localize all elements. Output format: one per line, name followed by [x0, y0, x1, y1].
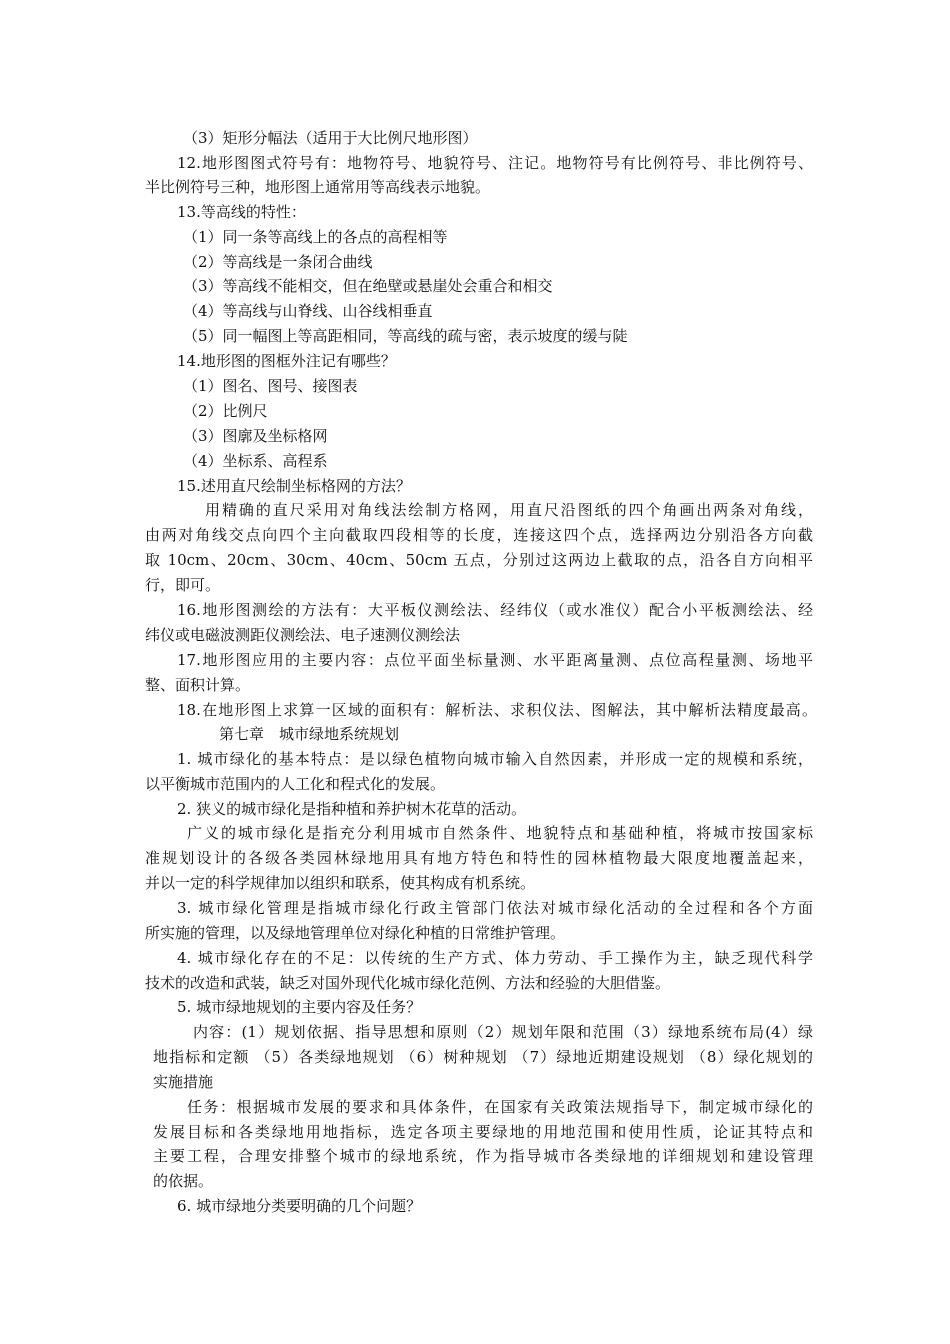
text-line: （2）等高线是一条闭合曲线: [183, 253, 373, 271]
text-line: （3）矩形分幅法（适用于大比例尺地形图）: [183, 129, 478, 147]
text-line: 3. 城市绿化管理是指城市绿化行政主管部门依法对城市绿化活动的全过程和各个方面: [177, 899, 813, 917]
text-line: 任务：根据城市发展的要求和具体条件，在国家有关政策法规指导下，制定城市绿化的: [187, 1098, 813, 1116]
text-line: 整、面积计算。: [145, 676, 251, 694]
text-line: 准规划设计的各级各类园林绿地用具有地方特色和特性的园林植物最大限度地覆盖起来，: [145, 849, 813, 867]
text-line: （1）图名、图号、接图表: [183, 377, 358, 395]
text-line: 半比例符号三种，地形图上通常用等高线表示地貌。: [145, 178, 491, 196]
text-line: 5. 城市绿地规划的主要内容及任务？: [177, 998, 422, 1016]
text-line: 4. 城市绿化存在的不足：以传统的生产方式、体力劳动、手工操作为主，缺乏现代科学: [177, 949, 813, 967]
chapter-heading: 第七章 城市绿地系统规划: [219, 725, 400, 743]
text-line: 以平衡城市范围内的人工化和程式化的发展。: [145, 775, 446, 793]
text-line: 15.述用直尺绘制坐标格网的方法？: [177, 477, 411, 495]
text-line: 广义的城市绿化是指充分利用城市自然条件、地貌特点和基础种植，将城市按国家标: [187, 824, 813, 842]
text-line: （1）同一条等高线上的各点的高程相等: [183, 228, 448, 246]
text-line: 所实施的管理，以及绿地管理单位对绿化种植的日常维护管理。: [145, 924, 566, 942]
text-line: （3）图廓及坐标格网: [183, 427, 328, 445]
text-line: 取 10cm、20cm、30cm、40cm、50cm 五点，分别过这两边上截取的点，沿各自方向相平: [145, 551, 813, 569]
text-line: 行，即可。: [145, 576, 221, 594]
text-line: 12.地形图图式符号有：地物符号、地貌符号、注记。地物符号有比例符号、非比例符号、: [177, 154, 813, 172]
text-line: 13.等高线的特性：: [177, 203, 306, 221]
text-line: 内容：(1）规划依据、指导思想和原则（2）规划年限和范围（3）绿地系统布局(4）绿: [193, 1023, 813, 1041]
text-line: 技术的改造和武装，缺乏对国外现代化城市绿化范例、方法和经验的大胆借鉴。: [145, 974, 671, 992]
text-line: 6. 城市绿地分类要明确的几个问题？: [177, 1197, 422, 1215]
text-line: 并以一定的科学规律加以组织和联系，使其构成有机系统。: [145, 874, 536, 892]
text-line: （5）同一幅图上等高距相同，等高线的疏与密，表示坡度的缓与陡: [183, 327, 628, 345]
text-line: （4）等高线与山脊线、山谷线相垂直: [183, 302, 433, 320]
text-line: 17.地形图应用的主要内容：点位平面坐标量测、水平距离量测、点位高程量测、场地平: [177, 651, 813, 669]
text-line: 地指标和定额 （5）各类绿地规划 （6）树种规划 （7）绿地近期建设规划 （8）绿化规划的: [153, 1048, 813, 1066]
text-line: 纬仪或电磁波测距仪测绘法、电子速测仪测绘法: [145, 626, 461, 644]
text-line: 2. 狭义的城市绿化是指种植和养护树木花草的活动。: [177, 800, 527, 818]
text-line: （4）坐标系、高程系: [183, 452, 328, 470]
text-line: 的依据。: [153, 1172, 214, 1190]
text-line: 用精确的直尺采用对角线法绘制方格网，用直尺沿图纸的四个角画出两条对角线，: [205, 501, 813, 519]
text-line: 14.地形图的图框外注记有哪些？: [177, 352, 396, 370]
text-line: （3）等高线不能相交，但在绝壁或悬崖处会重合和相交: [183, 277, 553, 295]
text-line: 由两对角线交点向四个主向截取四段相等的长度，连接这四个点，选择两边分别沿各方向截: [145, 526, 813, 544]
text-line: （2）比例尺: [183, 402, 268, 420]
text-line: 1. 城市绿化的基本特点：是以绿色植物向城市输入自然因素，并形成一定的规模和系统，: [177, 750, 813, 768]
text-line: 18.在地形图上求算一区域的面积有：解析法、求积仪法、图解法，其中解析法精度最高。: [177, 701, 817, 719]
text-line: 16.地形图测绘的方法有：大平板仪测绘法、经纬仪（或水准仪）配合小平板测绘法、经: [177, 601, 813, 619]
text-line: 实施措施: [153, 1073, 214, 1091]
text-line: 发展目标和各类绿地用地指标，选定各项主要绿地的用地范围和使用性质，论证其特点和: [153, 1123, 813, 1141]
text-line: 主要工程，合理安排整个城市的绿地系统，作为指导城市各类绿地的详细规划和建设管理: [153, 1147, 813, 1165]
